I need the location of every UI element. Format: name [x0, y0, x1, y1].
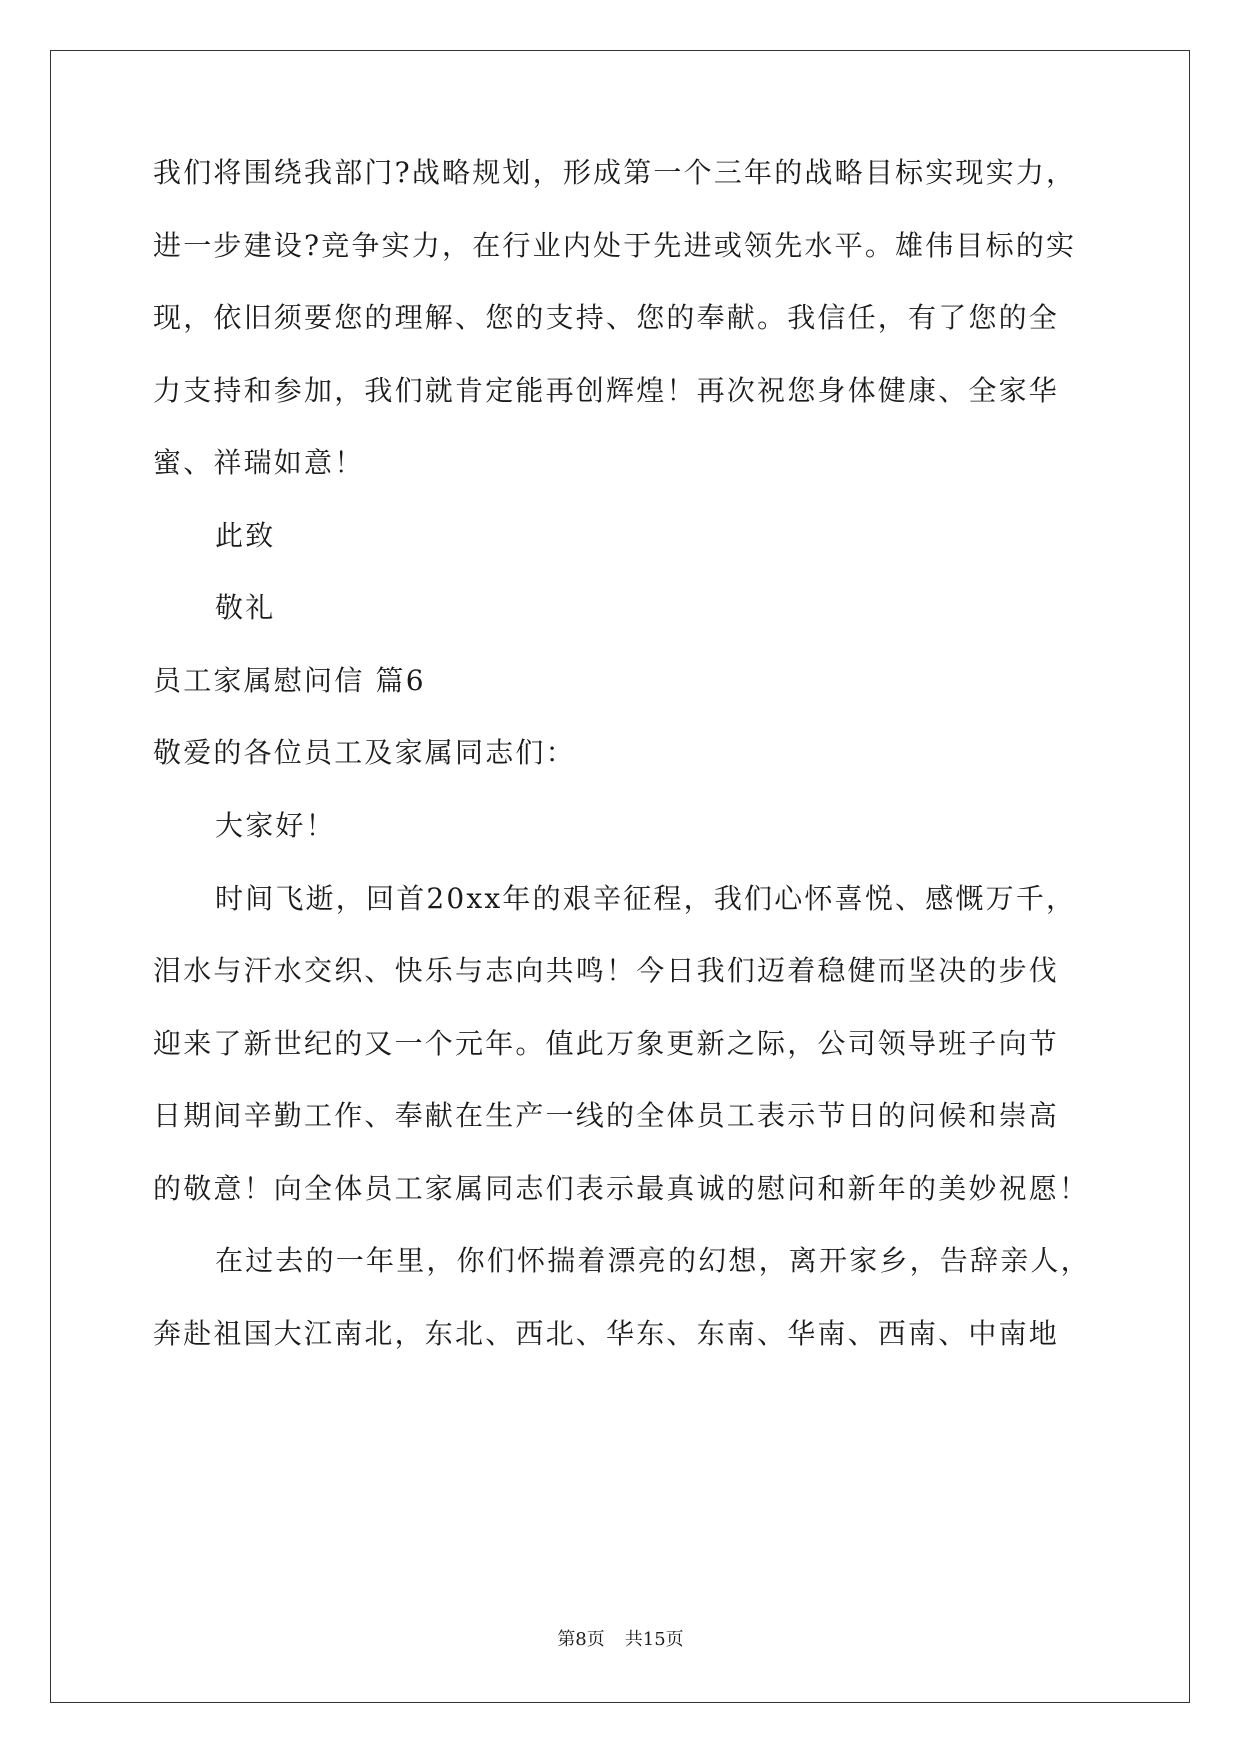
- body-line-16: 在过去的一年里，你们怀揣着漂亮的幻想，离开家乡，告辞亲人，: [215, 1244, 1091, 1277]
- salutation: 敬爱的各位员工及家属同志们：: [153, 736, 576, 769]
- body-line-14: 日期间辛勤工作、奉献在生产一线的全体员工表示节日的问候和崇高: [153, 1099, 1060, 1132]
- page-total: 共15页: [624, 1629, 684, 1650]
- body-line-15: 的敬意！向全体员工家属同志们表示最真诚的慰问和新年的美妙祝愿！: [153, 1172, 1090, 1205]
- page-footer: [0, 1628, 1241, 1652]
- closing-jing-li: 敬礼: [215, 591, 276, 624]
- body-line-2: 进一步建设?竞争实力，在行业内处于先进或领先水平。雄伟目标的实: [153, 229, 1077, 262]
- body-line-11: 时间飞逝，回首20xx年的艰辛征程，我们心怀喜悦、感慨万千，: [215, 882, 1077, 915]
- closing-ci-zhi: 此致: [215, 519, 276, 552]
- body-line-12: 泪水与汗水交织、快乐与志向共鸣！今日我们迈着稳健而坚决的步伐: [153, 954, 1060, 987]
- body-line-5: 蜜、祥瑞如意！: [153, 446, 365, 479]
- body-line-13: 迎来了新世纪的又一个元年。值此万象更新之际，公司领导班子向节: [153, 1027, 1060, 1060]
- body-line-17: 奔赴祖国大江南北，东北、西北、华东、东南、华南、西南、中南地: [153, 1317, 1060, 1350]
- body-line-1: 我们将围绕我部门?战略规划，形成第一个三年的战略目标实现实力，: [153, 156, 1077, 189]
- page-number: 第8页: [557, 1629, 605, 1650]
- section-heading: 员工家属慰问信 篇6: [153, 664, 426, 697]
- body-line-4: 力支持和参加，我们就肯定能再创辉煌！再次祝您身体健康、全家华: [153, 374, 1060, 407]
- greeting: 大家好！: [215, 809, 336, 842]
- body-line-3: 现，依旧须要您的理解、您的支持、您的奉献。我信任，有了您的全: [153, 301, 1060, 334]
